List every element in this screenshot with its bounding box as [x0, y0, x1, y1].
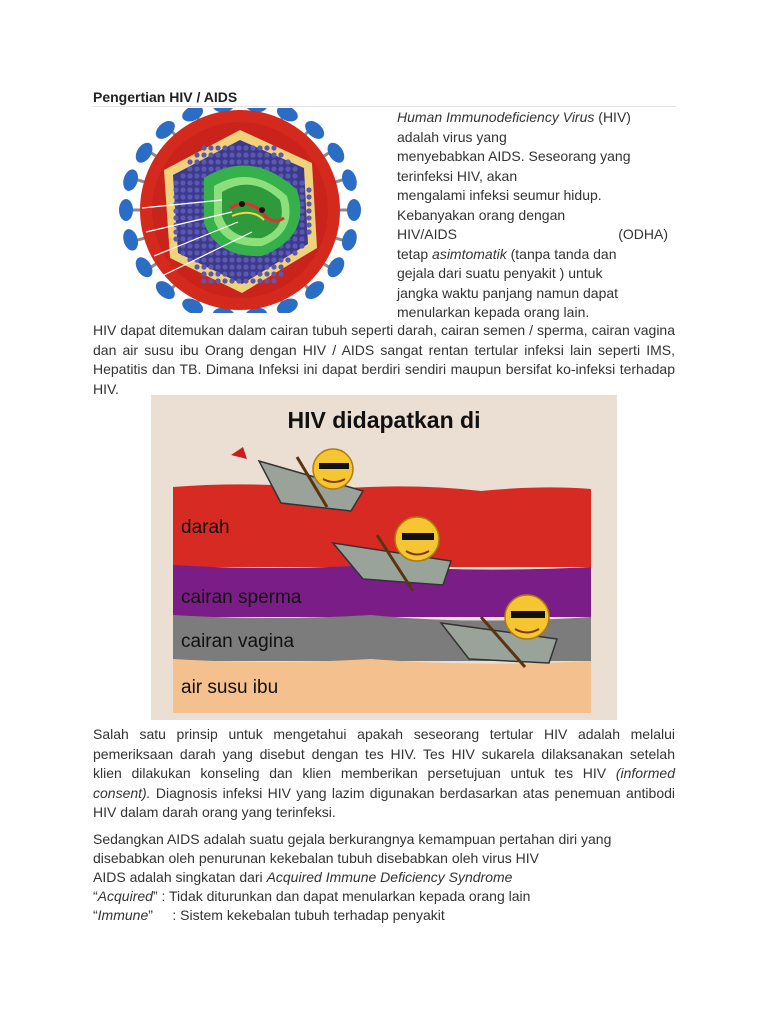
- paragraph-hiv-test: Salah satu prinsip untuk mengetahui apakah seseorang tertular HIV adalah melalui pemeriksaan darah yang disebut dengan tes HIV. Tes HIV sukarela dilaksanakan setelah klien dilakukan konseling dan klien memberikan persetujuan untuk tes HIV (informed consent). Diagnosis infeksi HIV yang lazim digunakan berdasarkan atas penemuan antibodi HIV dalam darah orang yang terinfeksi.: [93, 726, 675, 820]
- informed-consent-term: (informed consent).: [93, 765, 675, 801]
- banner-background: [151, 395, 617, 720]
- paragraph-hiv-fluids: HIV dapat ditemukan dalam cairan tubuh seperti darah, cairan semen / sperma, cairan vagina dan air susu ibu Orang dengan HIV / AIDS sangat rentan tertular infeksi lain seperti IMS, Hepatitis dan TB. Dimana Infeksi ini dapat berdiri sendiri maupun bersifat ko-infeksi terhadap HIV.: [93, 322, 675, 397]
- asymptomatic-term: asimtomatik: [432, 245, 507, 262]
- label-air-susu-ibu: air susu ibu: [181, 677, 279, 698]
- aids-line-2: disebabkan oleh penurunan kekebalan tubuh disebabkan oleh virus HIV: [93, 850, 539, 866]
- hiv-intro-text: Human Immunodeficiency Virus (HIV) adalah virus yang menyebabkan AIDS. Seseorang yang terinfeksi HIV, akan mengalami infeksi seumur hidup. Kebanyakan orang dengan HIV/AIDS (ODHA) tetap asimtomatik (tanpa tanda dan gejala dari suatu penyakit ) untuk jangka waktu panjang namun dapat menularkan kepada orang lain.: [397, 109, 668, 320]
- page-title: Pengertian HIV / AIDS: [93, 89, 238, 105]
- label-cairan-sperma: cairan sperma: [181, 587, 302, 608]
- title-divider: [93, 106, 676, 107]
- aids-line-1: Sedangkan AIDS adalah suatu gejala berkurangnya kemampuan pertahan diri yang: [93, 831, 612, 847]
- hiv-virus-illustration: [112, 108, 382, 313]
- label-cairan-vagina: cairan vagina: [181, 631, 295, 652]
- label-darah: darah: [181, 517, 230, 538]
- aids-line-3: AIDS adalah singkatan dari Acquired Immune Deficiency Syndrome: [93, 869, 513, 885]
- definition-acquired: “Acquired” : Tidak diturunkan dan dapat menularkan kepada orang lain: [93, 888, 531, 904]
- banner-title: HIV didapatkan di: [287, 407, 481, 433]
- hiv-fluids-banner: [151, 395, 617, 720]
- definition-immune: “Immune” : Sistem kekebalan tubuh terhadap penyakit: [93, 907, 445, 923]
- hiv-term: Human Immunodeficiency Virus: [397, 109, 595, 125]
